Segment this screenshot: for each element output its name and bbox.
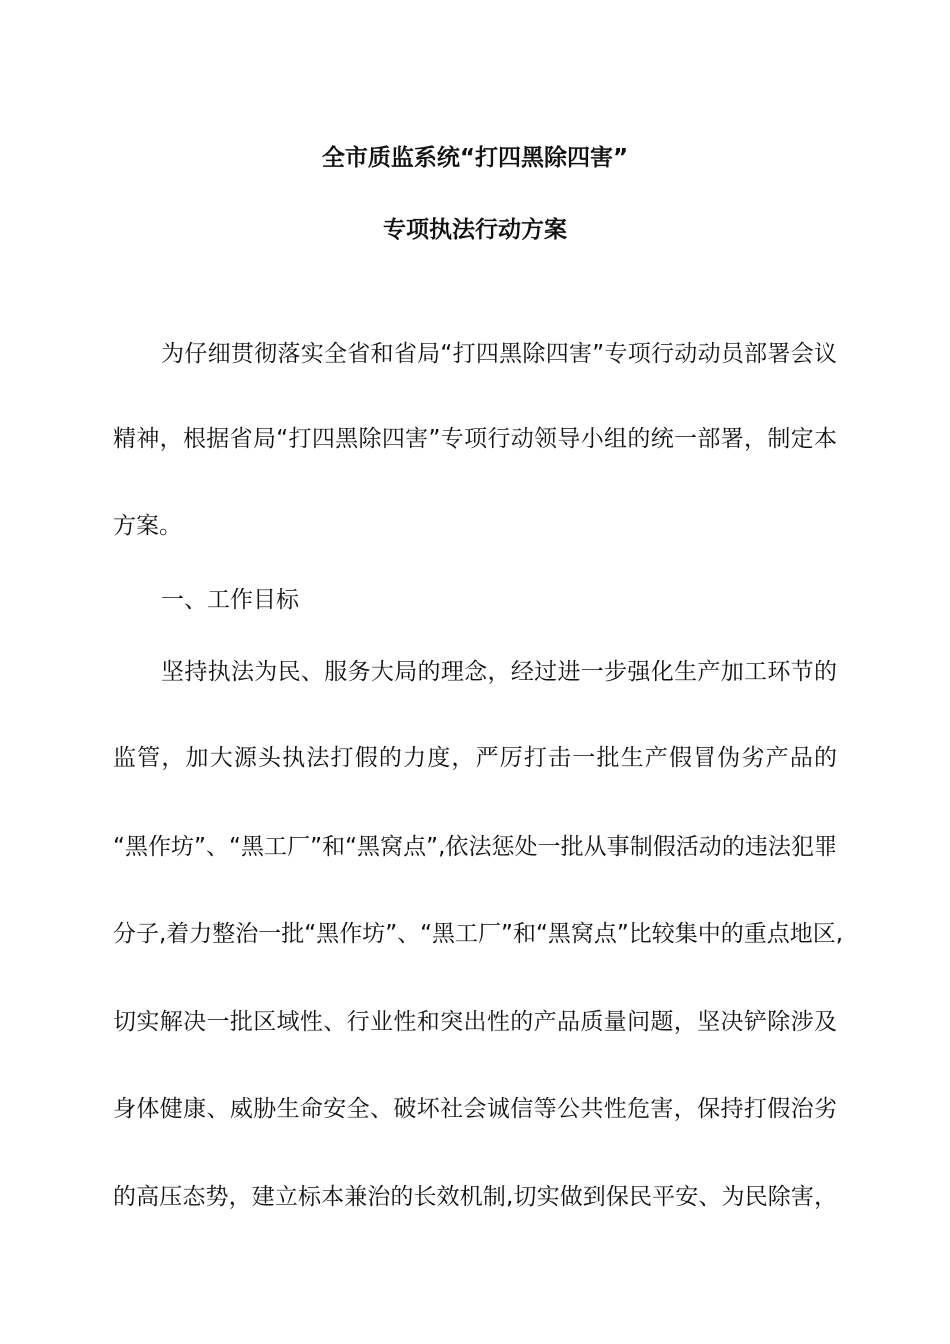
intro-paragraph-line: 方案。 — [113, 513, 182, 539]
section-paragraph-line: 切实解决一批区域性、行业性和突出性的产品质量问题，坚决铲除涉及 — [113, 1009, 837, 1035]
document-title-line1: 全市质监系统“打四黑除四害” — [321, 145, 629, 171]
section-paragraph-line: 坚持执法为民、服务大局的理念，经过进一步强化生产加工环节的 — [161, 659, 837, 685]
section-paragraph-line: 的高压态势，建立标本兼治的长效机制,切实做到保民平安、为民除害， — [113, 1184, 837, 1210]
intro-paragraph-line: 精神，根据省局“打四黑除四害”专项行动领导小组的统一部署，制定本 — [113, 426, 837, 452]
document-title-line2: 专项执法行动方案 — [383, 217, 567, 243]
section-paragraph-line: “黑作坊”、“黑工厂”和“黑窝点”,依法惩处一批从事制假活动的违法犯罪 — [113, 834, 837, 860]
section-heading: 一、工作目标 — [161, 587, 299, 613]
intro-paragraph-line: 为仔细贯彻落实全省和省局“打四黑除四害”专项行动动员部署会议 — [161, 341, 837, 367]
section-paragraph-line: 监管，加大源头执法打假的力度，严厉打击一批生产假冒伪劣产品的 — [113, 745, 837, 771]
section-paragraph-line: 身体健康、威胁生命安全、破坏社会诚信等公共性危害，保持打假治劣 — [113, 1096, 837, 1122]
section-paragraph-line: 分子,着力整治一批“黑作坊”、“黑工厂”和“黑窝点”比较集中的重点地区, — [113, 921, 844, 947]
